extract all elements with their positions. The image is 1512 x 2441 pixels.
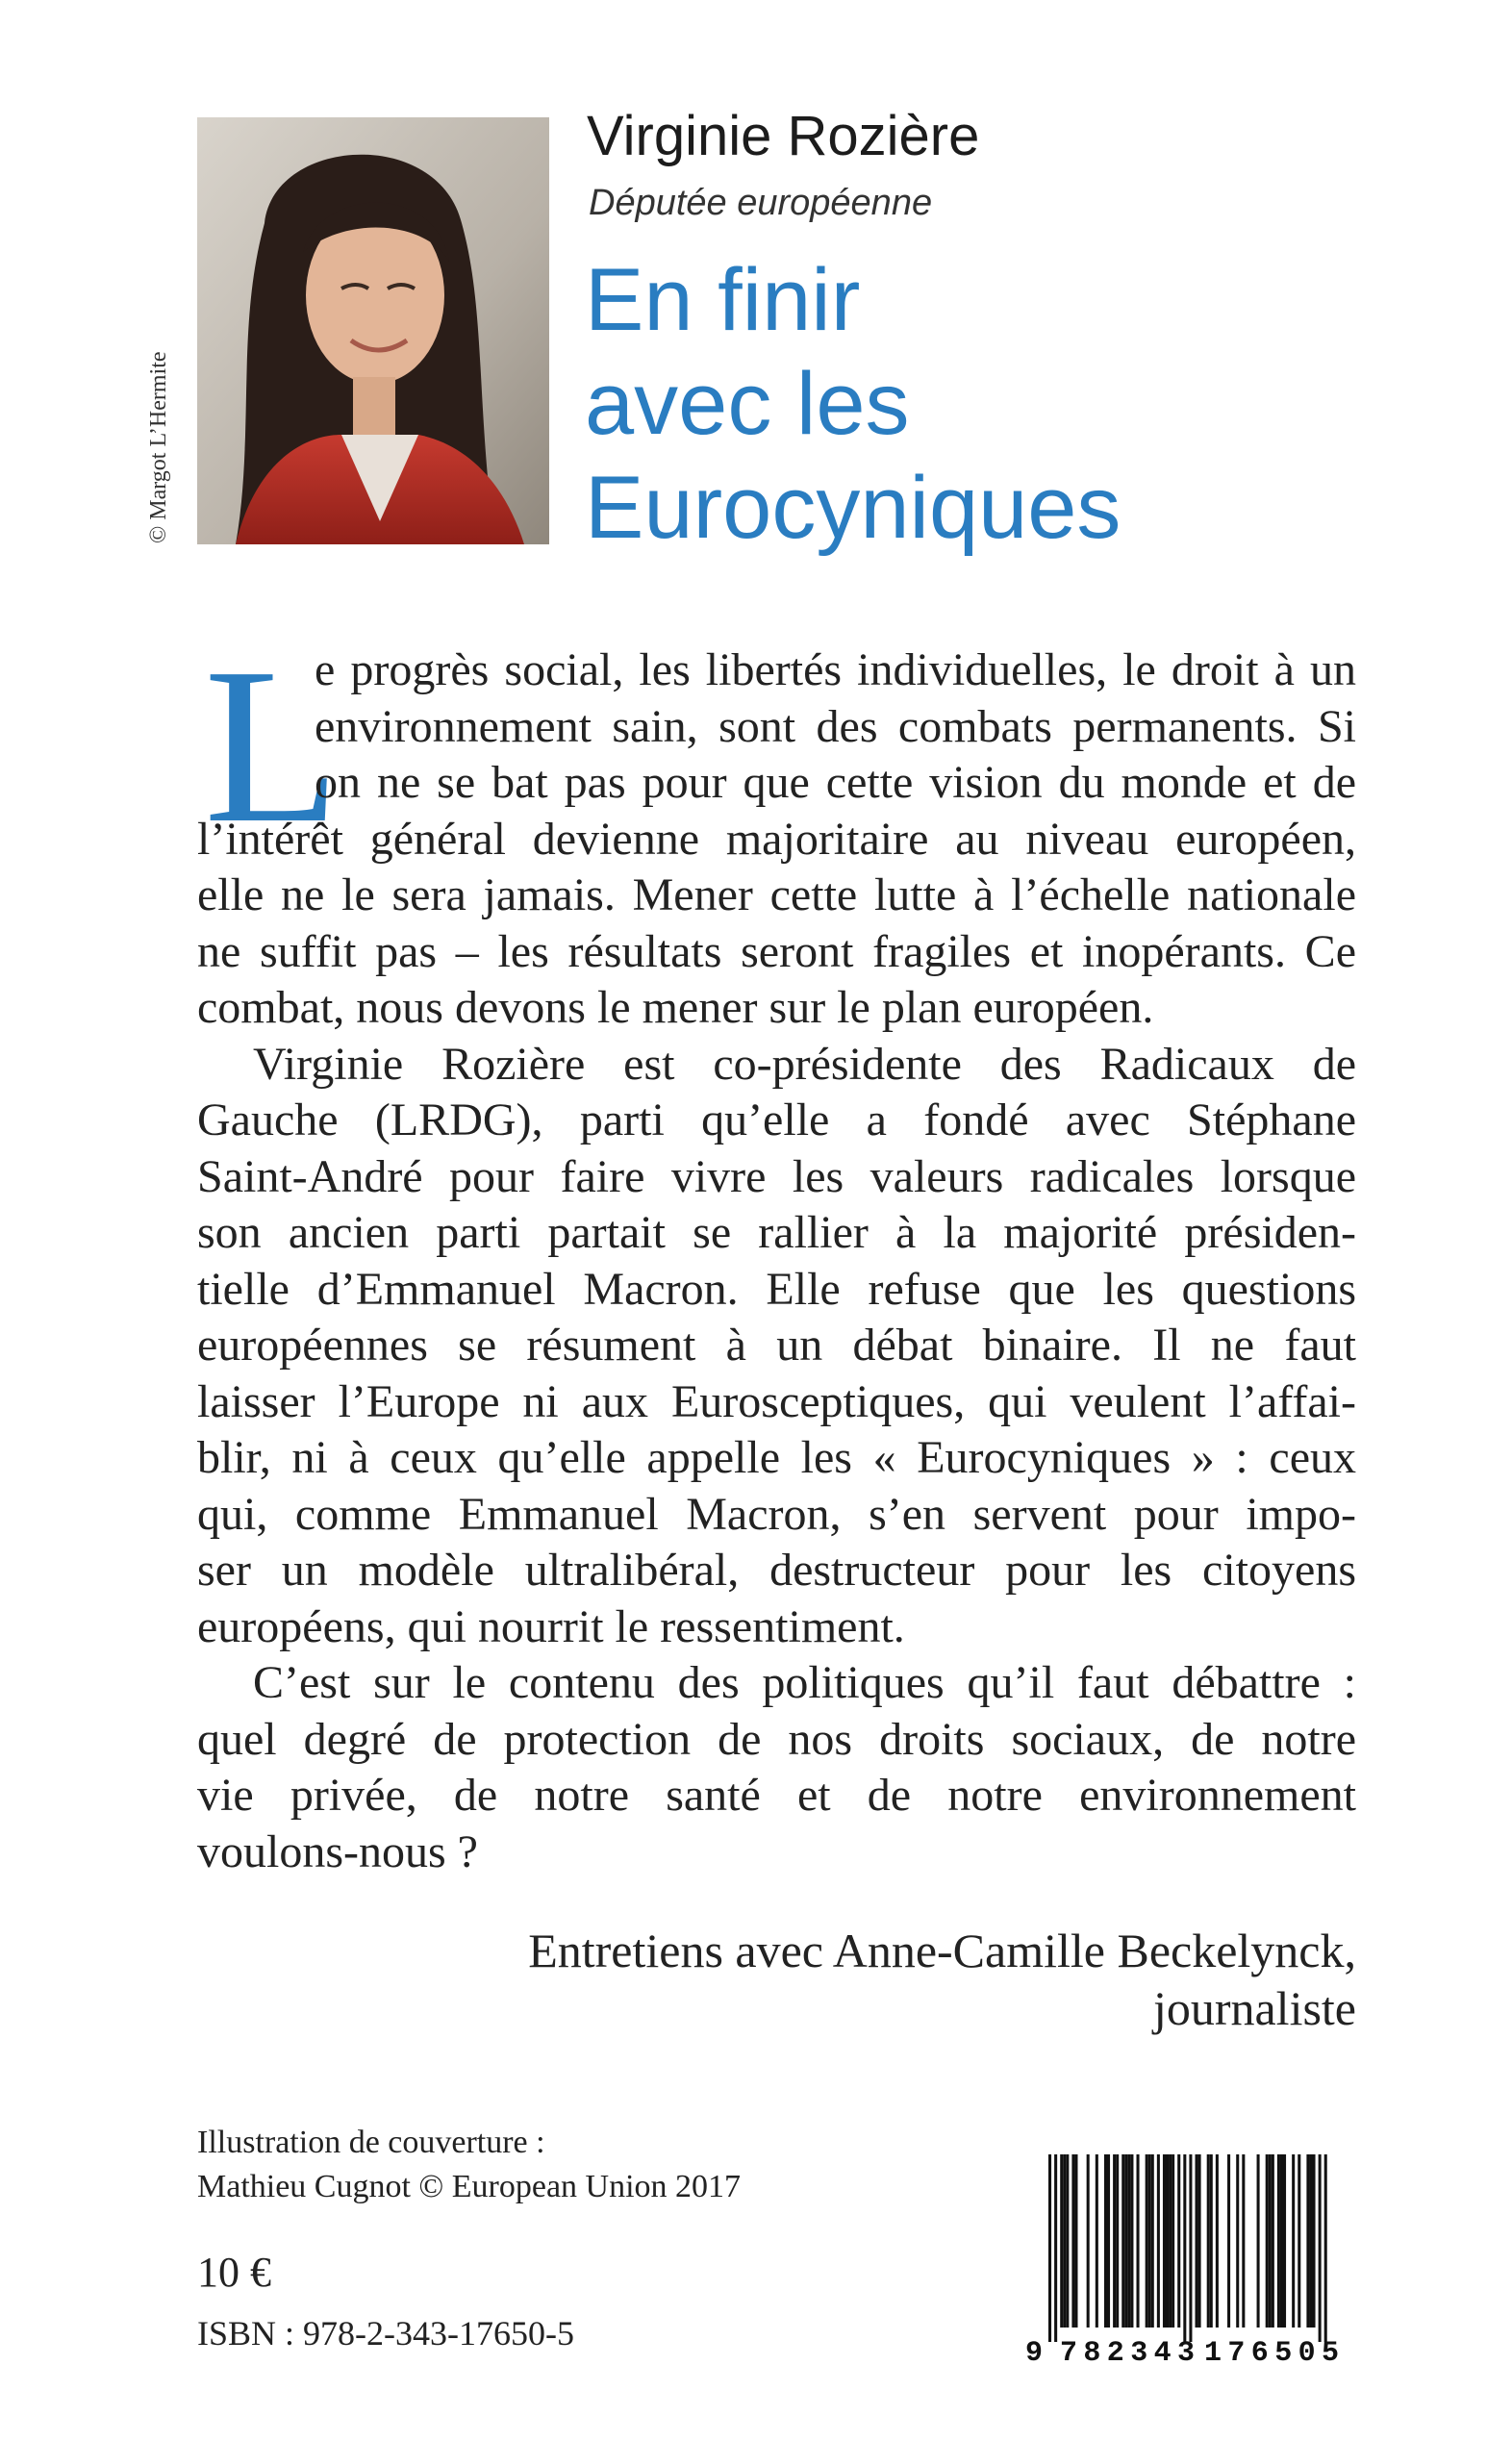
barcode-bar — [1146, 2154, 1148, 2328]
barcode-bar — [1124, 2154, 1127, 2328]
barcode-bar — [1063, 2154, 1066, 2328]
barcode-bar — [1309, 2154, 1312, 2328]
title-line: En finir — [585, 251, 861, 349]
barcode-bar — [1177, 2154, 1180, 2328]
barcode-bar — [1087, 2154, 1090, 2328]
barcode-bar — [1283, 2154, 1286, 2328]
barcode-bar — [1272, 2154, 1274, 2328]
barcode-bar — [1298, 2154, 1300, 2328]
barcode-bar — [1104, 2154, 1107, 2328]
barcode-bar — [1280, 2154, 1283, 2328]
barcode-bar — [1196, 2154, 1198, 2328]
barcode-bar — [1227, 2154, 1230, 2328]
barcode-bar — [1189, 2154, 1192, 2342]
barcode-bar — [1313, 2154, 1316, 2328]
barcode-bar — [1169, 2154, 1172, 2328]
text-line: qui, comme Emmanuel Macron, s’en servent pour impo- — [197, 1488, 1356, 1540]
barcode-digits-right: 176505 — [1204, 2337, 1339, 2366]
barcode-bars — [1048, 2154, 1327, 2342]
book-title — [585, 248, 1121, 560]
barcode-bar — [1054, 2154, 1057, 2342]
signoff-line: Entretiens avec Anne-Camille Beckelynck, — [528, 1924, 1356, 1977]
signoff — [528, 1922, 1356, 2037]
author-portrait-image — [197, 117, 549, 544]
barcode-bar — [1183, 2154, 1186, 2342]
barcode-bar — [1074, 2154, 1077, 2328]
barcode-bar — [1113, 2154, 1116, 2328]
text-line: environnement sain, sont des combats permanents. Si — [315, 700, 1356, 752]
paragraph-2 — [197, 1037, 1356, 1656]
barcode-bar — [1306, 2154, 1309, 2328]
barcode-bar — [1292, 2154, 1295, 2328]
text-line: laisser l’Europe ni aux Eurosceptiques, qui veulent l’affai- — [197, 1375, 1356, 1427]
barcode-bar — [1163, 2154, 1166, 2328]
signoff-line: journaliste — [1152, 1981, 1356, 2035]
illustration-credit-line: Mathieu Cugnot © European Union 2017 — [197, 2169, 742, 2204]
title-line: Eurocyniques — [585, 459, 1121, 557]
barcode-digit-prefix: 9 — [1025, 2337, 1044, 2366]
text-line: européennes se résument à un débat binaire. Il ne faut — [197, 1320, 1356, 1371]
text-line: son ancien parti partait se rallier à la majorité présiden- — [197, 1207, 1356, 1258]
barcode-bar — [1137, 2154, 1140, 2328]
barcode — [1021, 2154, 1358, 2366]
text-line: blir, ni à ceux qu’elle appelle les « Eurocyniques » : ceux — [197, 1432, 1356, 1483]
author-photo — [197, 117, 549, 544]
barcode-bar — [1116, 2154, 1119, 2328]
barcode-bar — [1216, 2154, 1219, 2328]
barcode-bar — [1266, 2154, 1269, 2328]
photo-credit: © Margot L’Hermite — [146, 351, 171, 543]
barcode-bar — [1148, 2154, 1151, 2328]
author-name: Virginie Rozière — [587, 105, 980, 167]
barcode-bar — [1127, 2154, 1130, 2328]
barcode-digits-left: 782343 — [1060, 2337, 1195, 2366]
text-line: ser un modèle ultralibéral, destructeur pour les citoyens — [197, 1545, 1356, 1596]
text-line: tielle d’Emmanuel Macron. Elle refuse que les questions — [197, 1263, 1356, 1315]
barcode-bar — [1121, 2154, 1124, 2328]
text-line: voulons-nous ? — [197, 1825, 478, 1877]
text-line: Virginie Rozière est co-présidente des Radicaux de — [253, 1038, 1356, 1090]
barcode-bar — [1277, 2154, 1280, 2328]
text-line: elle ne le sera jamais. Mener cette lutte à l’échelle nationale — [197, 869, 1356, 920]
illustration-credit-line: Illustration de couverture : — [197, 2125, 545, 2160]
barcode-bar — [1071, 2154, 1074, 2328]
barcode-bar — [1157, 2154, 1160, 2328]
barcode-bar — [1319, 2154, 1322, 2342]
text-line: Gauche (LRDG), parti qu’elle a fondé avec Stéphane — [197, 1095, 1356, 1145]
barcode-bar — [1269, 2154, 1272, 2328]
barcode-bar — [1236, 2154, 1239, 2328]
text-line: européens, qui nourrit le ressentiment. — [197, 1600, 905, 1652]
text-line: on ne se bat pas pour que cette vision du monde et de — [315, 757, 1356, 808]
barcode-bar — [1107, 2154, 1110, 2328]
isbn: ISBN : 978-2-343-17650-5 — [197, 2314, 574, 2353]
author-role: Députée européenne — [589, 183, 933, 223]
barcode-bar — [1207, 2154, 1210, 2328]
blurb — [197, 622, 1356, 1880]
text-line: combat, nous devons le mener sur le plan européen. — [197, 982, 1154, 1033]
barcode-bar — [1066, 2154, 1069, 2328]
barcode-bar — [1166, 2154, 1169, 2328]
text-line: vie privée, de notre santé et de notre environnement — [197, 1770, 1356, 1821]
text-line: C’est sur le contenu des politiques qu’il faut débattre : — [253, 1657, 1356, 1708]
barcode-bar — [1060, 2154, 1063, 2328]
price: 10 € — [197, 2249, 271, 2296]
text-line: Saint-André pour faire vivre les valeurs radicales lorsque — [197, 1150, 1356, 1202]
barcode-bar — [1242, 2154, 1245, 2328]
barcode-bar — [1198, 2154, 1201, 2328]
illustration-credit — [197, 2121, 741, 2209]
barcode-bar — [1172, 2154, 1174, 2328]
text-line: ne suffit pas – les résultats seront fragiles et inopérants. Ce — [197, 925, 1356, 977]
text-line: e progrès social, les libertés individuelles, le droit à un — [315, 644, 1356, 695]
barcode-bar — [1096, 2154, 1098, 2328]
paragraph-1 — [197, 622, 1356, 1037]
barcode-bar — [1257, 2154, 1260, 2328]
title-line: avec les — [585, 355, 910, 453]
barcode-bar — [1048, 2154, 1051, 2342]
text-line: quel degré de protection de nos droits sociaux, de notre — [197, 1713, 1356, 1765]
paragraph-3 — [197, 1655, 1356, 1880]
barcode-bar — [1210, 2154, 1213, 2328]
text-line: l’intérêt général devienne majoritaire au niveau européen, — [197, 813, 1356, 865]
barcode-bar — [1324, 2154, 1327, 2342]
drop-cap: L — [204, 622, 340, 869]
barcode-bar — [1130, 2154, 1133, 2328]
barcode-bar — [1151, 2154, 1154, 2328]
